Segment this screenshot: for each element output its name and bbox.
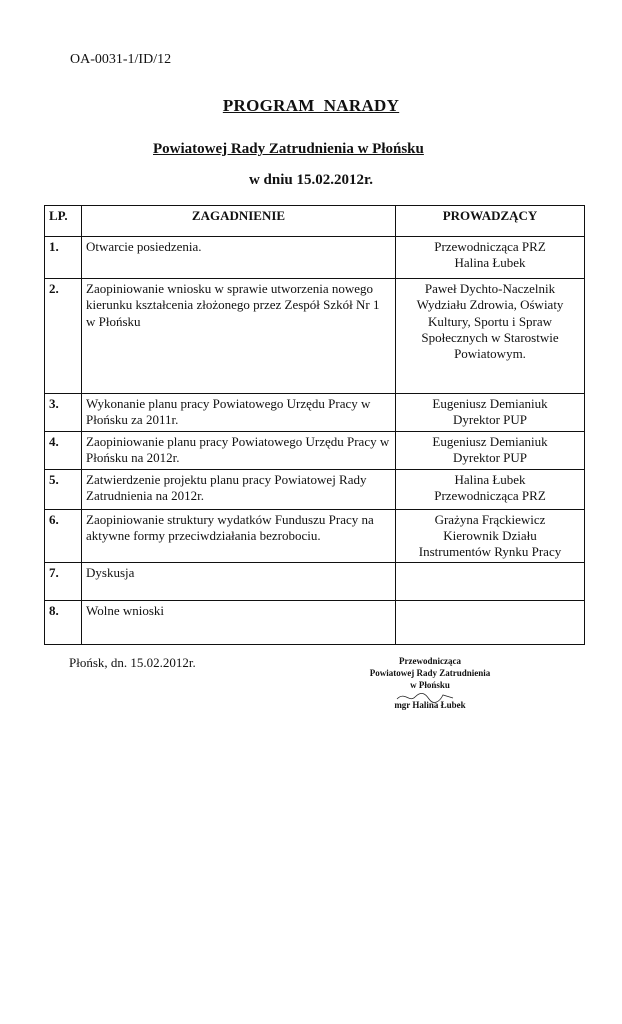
row-topic: Zaopiniowanie struktury wydatków Funduszu Pracy na aktywne formy przeciwdziałania bezrobociu. — [82, 509, 396, 563]
row-topic: Otwarcie posiedzenia. — [82, 237, 396, 279]
row-number: 5. — [45, 469, 82, 509]
table-header-row — [45, 206, 585, 237]
row-lead — [396, 601, 585, 645]
row-number: 6. — [45, 509, 82, 563]
table-row — [45, 237, 585, 279]
document-reference: OA-0031-1/ID/12 — [70, 52, 172, 67]
document-subtitle: Powiatowej Rady Zatrudnienia w Płońsku — [153, 141, 424, 157]
table-row — [45, 394, 585, 432]
signature-line-2: Powiatowej Rady Zatrudnienia — [369, 668, 491, 679]
row-number: 8. — [45, 601, 82, 645]
signature-line-3: w Płońsku — [410, 680, 450, 691]
table-row — [45, 563, 585, 601]
row-number: 2. — [45, 279, 82, 394]
row-number: 4. — [45, 432, 82, 470]
header-topic: ZAGADNIENIE — [82, 206, 396, 237]
row-lead: Halina Łubek Przewodnicząca PRZ — [396, 469, 585, 509]
row-lead: Eugeniusz Demianiuk Dyrektor PUP — [396, 394, 585, 432]
row-topic: Wykonanie planu pracy Powiatowego Urzędu Pracy w Płońsku za 2011r. — [82, 394, 396, 432]
header-lead: PROWADZĄCY — [396, 206, 585, 237]
row-number: 7. — [45, 563, 82, 601]
row-lead: Eugeniusz Demianiuk Dyrektor PUP — [396, 432, 585, 470]
row-number: 3. — [45, 394, 82, 432]
row-topic: Zaopiniowanie wniosku w sprawie utworzenia nowego kierunku kształcenia złożonego przez Zespół Szkół Nr 1 w Płońsku — [82, 279, 396, 394]
row-lead — [396, 563, 585, 601]
signature-line-4: mgr Halina Łubek — [394, 700, 466, 711]
document-date: w dniu 15.02.2012r. — [248, 172, 374, 188]
row-number: 1. — [45, 237, 82, 279]
document-title: PROGRAM NARADY — [222, 96, 400, 115]
handwritten-signature-icon — [395, 689, 455, 705]
row-topic: Dyskusja — [82, 563, 396, 601]
row-topic: Wolne wnioski — [82, 601, 396, 645]
row-lead: Paweł Dychto-Naczelnik Wydziału Zdrowia, Oświaty Kultury, Sportu i Spraw Społecznych w Starostwie Powiatowym. — [396, 279, 585, 394]
table-row — [45, 601, 585, 645]
signature-line-1: Przewodnicząca — [399, 656, 461, 666]
row-topic: Zatwierdzenie projektu planu pracy Powiatowej Rady Zatrudnienia na 2012r. — [82, 469, 396, 509]
row-topic: Zaopiniowanie planu pracy Powiatowego Urzędu Pracy w Płońsku na 2012r. — [82, 432, 396, 470]
table-row — [45, 279, 585, 394]
row-lead: Grażyna Frąckiewicz Kierownik Działu Instrumentów Rynku Pracy — [396, 509, 585, 563]
table-row — [45, 469, 585, 509]
row-lead: Przewodnicząca PRZ Halina Łubek — [396, 237, 585, 279]
table-row — [45, 432, 585, 470]
table-row — [45, 509, 585, 563]
agenda-table — [44, 205, 585, 645]
place-date: Płońsk, dn. 15.02.2012r. — [69, 655, 196, 670]
header-lp: LP. — [45, 206, 82, 237]
